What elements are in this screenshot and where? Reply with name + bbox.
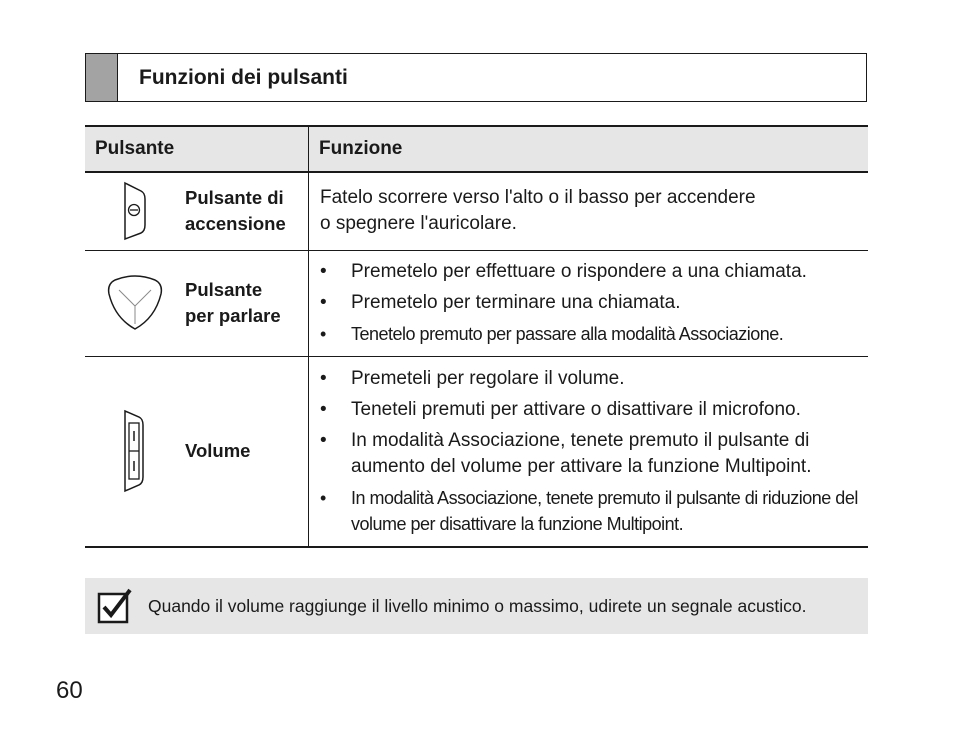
- section-header: [85, 53, 867, 102]
- volume-button-name: Volume: [185, 440, 251, 462]
- header-pulsante: Pulsante: [85, 126, 309, 172]
- list-item: • Premeteli per regolare il volume.: [320, 366, 860, 392]
- talk-button-cell: [85, 250, 309, 356]
- volume-rocker-icon: [121, 409, 149, 493]
- button-functions-table: [85, 125, 868, 548]
- table-row-talk: [85, 250, 868, 356]
- checkmark-note-icon: [97, 588, 133, 624]
- power-slider-icon: [121, 181, 149, 241]
- power-button-function: Fatelo scorrere verso l'alto o il basso per accendere o spegnere l'auricolare.: [309, 172, 869, 250]
- list-item: • In modalità Associazione, tenete premuto il pulsante di aumento del volume per attivare la funzione Multipoint.: [320, 428, 860, 480]
- talk-button-name: Pulsante per parlare: [185, 279, 281, 326]
- page-number: 60: [56, 677, 83, 704]
- section-title: Funzioni dei pulsanti: [139, 65, 348, 89]
- talk-button-function: [309, 250, 869, 356]
- talk-button-icon: [105, 274, 165, 332]
- note-text: Quando il volume raggiunge il livello minimo o massimo, udirete un segnale acustico.: [148, 595, 807, 616]
- header-funzione: Funzione: [309, 126, 869, 172]
- list-item: • Premetelo per terminare una chiamata.: [320, 290, 860, 316]
- table-header-row: [85, 126, 868, 172]
- list-item: • Tenetelo premuto per passare alla modalità Associazione.: [320, 321, 860, 347]
- power-button-cell: [85, 172, 309, 250]
- table-row-volume: [85, 356, 868, 547]
- table-row-power: [85, 172, 868, 250]
- power-button-name: Pulsante di accensione: [185, 187, 286, 235]
- list-item: • Teneteli premuti per attivare o disattivare il microfono.: [320, 397, 860, 423]
- list-item: • In modalità Associazione, tenete premuto il pulsante di riduzione del volume per disattivare la funzione Multipoint.: [320, 485, 860, 537]
- note-box: [85, 578, 868, 634]
- list-item: • Premetelo per effettuare o rispondere a una chiamata.: [320, 259, 860, 285]
- section-header-marker: [86, 54, 118, 101]
- volume-button-cell: [85, 356, 309, 547]
- volume-button-function: [309, 356, 869, 547]
